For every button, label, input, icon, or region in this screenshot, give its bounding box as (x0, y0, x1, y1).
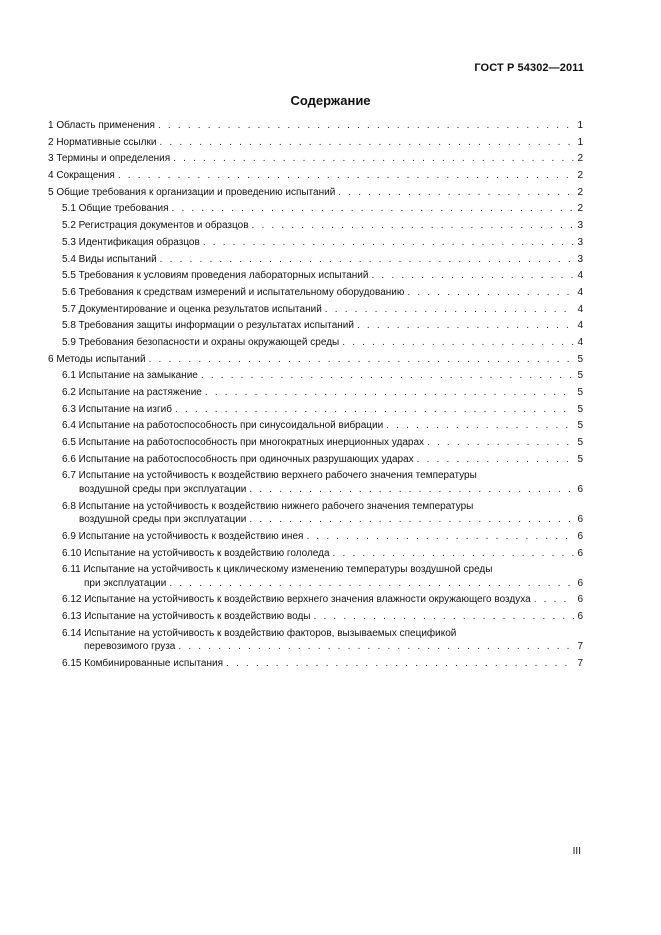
toc-entry-page: 4 (577, 336, 583, 348)
toc-entry[interactable] (48, 169, 583, 183)
leader-dots (172, 202, 575, 216)
page-number: III (572, 846, 581, 857)
toc-entry-page: 7 (577, 641, 583, 653)
toc-entry-page: 2 (577, 186, 583, 198)
toc-entry-page: 6 (577, 530, 583, 542)
leader-dots (160, 253, 575, 267)
toc-entry-page: 3 (577, 220, 583, 232)
leader-dots (249, 513, 574, 527)
toc-entry-label: 5.7 Документирование и оценка результатов испытаний (62, 303, 322, 315)
toc-entry-label: 4 Сокращения (48, 170, 115, 182)
toc-entry-page: 6 (577, 594, 583, 606)
toc-entry[interactable] (48, 403, 583, 417)
toc-entry[interactable] (48, 369, 583, 383)
toc-entry-label: 5.6 Требования к средствам измерений и испытательному оборудованию (62, 286, 405, 298)
toc-entry[interactable] (48, 353, 583, 367)
leader-dots (427, 436, 574, 450)
toc-entry-label: 6.4 Испытание на работоспособность при синусоидальной вибрации (62, 420, 384, 432)
toc-entry-label: 5 Общие требования к организации и проведению испытаний (48, 186, 336, 198)
toc-entry[interactable] (48, 627, 583, 654)
toc-entry[interactable] (48, 453, 583, 467)
leader-dots (386, 419, 574, 433)
toc-entry-page: 2 (577, 203, 583, 215)
toc-entry[interactable] (48, 269, 583, 283)
leader-dots (158, 119, 574, 133)
leader-dots (178, 640, 574, 654)
toc-entry[interactable] (48, 286, 583, 300)
leader-dots (333, 547, 575, 561)
toc-entry-label: 6.15 Комбинированные испытания (62, 657, 224, 669)
leader-dots (249, 483, 574, 497)
leader-dots (342, 336, 574, 350)
toc-entry-label: 6.5 Испытание на работоспособность при многократных инерционных ударах (62, 437, 425, 449)
toc-entry-page: 5 (577, 370, 583, 382)
leader-dots (159, 136, 574, 150)
toc-entry-label: 6.10 Испытание на устойчивость к воздействию гололеда (62, 547, 330, 559)
toc-entry[interactable] (48, 469, 583, 496)
toc-entry[interactable] (48, 319, 583, 333)
toc-entry-label: 5.2 Регистрация документов и образцов (62, 220, 249, 232)
toc-entry[interactable] (48, 563, 583, 590)
toc-entry-page: 5 (577, 403, 583, 415)
toc-entry-page: 6 (577, 483, 583, 495)
toc-entry-label: 5.3 Идентификация образцов (62, 236, 200, 248)
toc-entry-page: 1 (577, 136, 583, 148)
document-code: ГОСТ Р 54302—2011 (474, 62, 584, 74)
toc-entry-label: 5.9 Требования безопасности и охраны окружающей среды (62, 336, 340, 348)
toc-entry[interactable] (48, 419, 583, 433)
toc-entry[interactable] (48, 657, 583, 671)
toc-entry-page: 2 (577, 170, 583, 182)
toc-entry[interactable] (48, 500, 583, 527)
toc-entry-label: 5.1 Общие требования (62, 203, 169, 215)
toc-entry-page: 4 (577, 303, 583, 315)
toc-entry-label: 6.1 Испытание на замыкание (62, 370, 198, 382)
leader-dots (201, 369, 575, 383)
leader-dots (371, 269, 574, 283)
toc-entry[interactable] (48, 610, 583, 624)
leader-dots (417, 453, 575, 467)
toc-entry-label: 6.3 Испытание на изгиб (62, 403, 172, 415)
toc-entry-label: 5.5 Требования к условиям проведения лабораторных испытаний (62, 270, 369, 282)
toc-entry-label: 6.13 Испытание на устойчивость к воздействию воды (62, 611, 311, 623)
toc-entry[interactable] (48, 253, 583, 267)
leader-dots (203, 236, 575, 250)
toc-entry-label: 6.9 Испытание на устойчивость к воздействию инея (62, 530, 304, 542)
leader-dots (325, 303, 575, 317)
leader-dots (313, 610, 574, 624)
leader-dots (407, 286, 574, 300)
leader-dots (338, 186, 574, 200)
toc-entry-page: 3 (577, 236, 583, 248)
toc-entry-page: 4 (577, 320, 583, 332)
leader-dots (306, 530, 574, 544)
toc-entry-label: 5.4 Виды испытаний (62, 253, 157, 265)
toc-entry-label: при эксплуатации (84, 577, 167, 589)
toc-entry[interactable] (48, 219, 583, 233)
toc-entry-page: 5 (577, 437, 583, 449)
toc-entry-page: 2 (577, 153, 583, 165)
toc-entry-label: 6.2 Испытание на растяжение (62, 387, 202, 398)
table-of-contents (48, 119, 583, 670)
toc-entry-page: 4 (577, 286, 583, 298)
toc-entry-page: 6 (577, 514, 583, 526)
leader-dots (169, 577, 574, 591)
toc-entry[interactable] (48, 436, 583, 450)
toc-entry[interactable] (48, 119, 583, 133)
toc-entry-label: 3 Термины и определения (48, 153, 171, 165)
leader-dots (357, 319, 574, 333)
toc-entry-page: 6 (577, 547, 583, 559)
toc-entry-page: 6 (577, 577, 583, 589)
toc-entry[interactable] (48, 336, 583, 350)
toc-entry-label: воздушной среды при эксплуатации (79, 514, 247, 526)
toc-entry-label: 6.6 Испытание на работоспособность при одиночных разрушающих ударах (62, 453, 414, 465)
toc-entry-label: 2 Нормативные ссылки (48, 136, 157, 148)
leader-dots (118, 169, 575, 183)
leader-dots (205, 386, 575, 400)
toc-entry-label: перевозимого груза (84, 641, 176, 653)
toc-entry-label: 5.8 Требования защиты информации о результатах испытаний (62, 320, 354, 332)
toc-entry-label: 6 Методы испытаний (48, 353, 146, 365)
toc-entry[interactable] (48, 386, 583, 400)
toc-entry-page: 1 (577, 120, 583, 131)
toc-entry[interactable] (48, 547, 583, 561)
leader-dots (173, 152, 574, 166)
toc-entry[interactable] (48, 303, 583, 317)
toc-entry[interactable] (48, 530, 583, 544)
leader-dots (175, 403, 574, 417)
toc-entry-label-line1: 6.14 Испытание на устойчивость к воздействию факторов, вызываемых спецификой (62, 627, 457, 639)
toc-entry-label-line1: 6.8 Испытание на устойчивость к воздействию нижнего рабочего значения температуры (62, 500, 474, 512)
toc-entry-label: 6.12 Испытание на устойчивость к воздействию верхнего значения влажности окружающего воздуха (62, 594, 531, 606)
toc-title: Содержание (290, 93, 371, 108)
toc-entry[interactable] (48, 152, 583, 166)
toc-entry[interactable] (48, 186, 583, 200)
toc-entry[interactable] (48, 136, 583, 150)
toc-entry-page: 6 (577, 611, 583, 623)
toc-entry-page: 4 (577, 270, 583, 282)
leader-dots (149, 353, 575, 367)
toc-entry[interactable] (48, 236, 583, 250)
toc-entry-page: 3 (577, 253, 583, 265)
toc-entry-label: 1 Область применения (48, 120, 155, 131)
toc-entry-label-line1: 6.7 Испытание на устойчивость к воздействию верхнего рабочего значения температуры (62, 470, 477, 482)
toc-entry-page: 5 (577, 387, 583, 398)
toc-entry-page: 7 (577, 657, 583, 669)
toc-entry-label-line1: 6.11 Испытание на устойчивость к циклическому изменению температуры воздушной среды (62, 564, 493, 576)
toc-entry-page: 5 (577, 453, 583, 465)
toc-entry-label: воздушной среды при эксплуатации (79, 483, 247, 495)
toc-entry-page: 5 (577, 420, 583, 432)
leader-dots (252, 219, 575, 233)
leader-dots (226, 657, 574, 671)
leader-dots (534, 593, 575, 607)
toc-entry[interactable] (48, 202, 583, 216)
toc-entry[interactable] (48, 593, 583, 607)
toc-entry-page: 5 (577, 353, 583, 365)
